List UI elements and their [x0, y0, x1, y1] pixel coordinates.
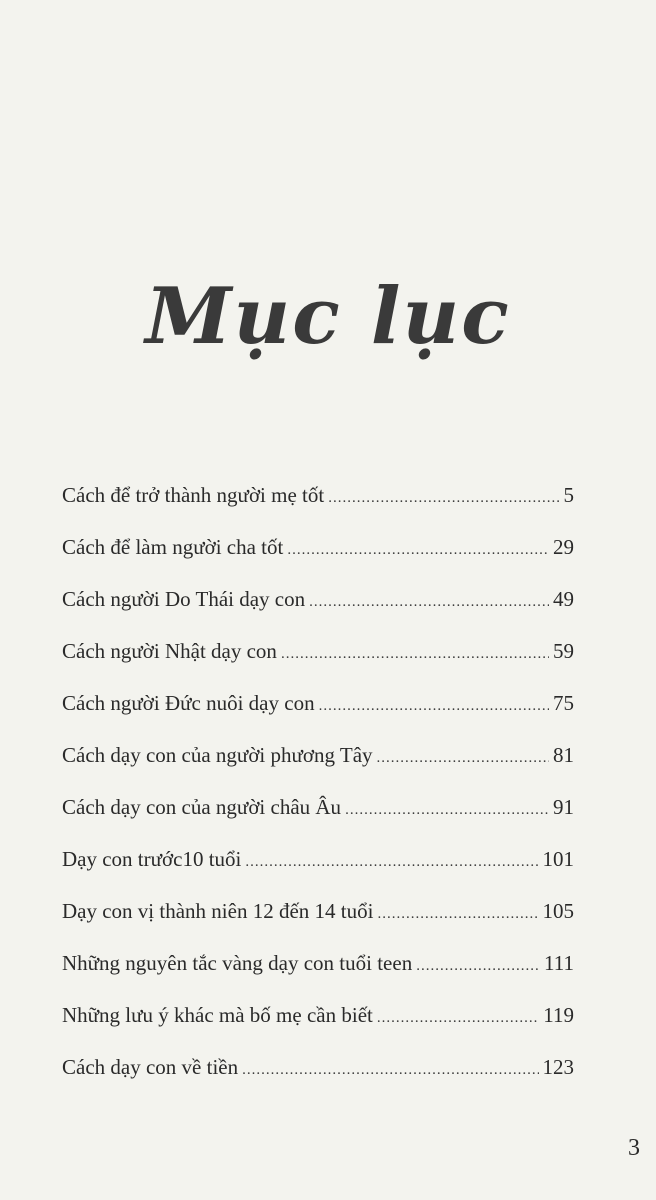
toc-entry-title: Cách người Do Thái dạy con	[62, 587, 306, 611]
toc-entry-page: 29	[553, 535, 574, 559]
table-of-contents	[62, 475, 574, 1099]
toc-entry-page: 49	[553, 587, 574, 611]
toc-entry-title: Dạy con vị thành niên 12 đến 14 tuổi	[62, 899, 374, 923]
toc-entry-title: Cách để trở thành người mẹ tốt	[62, 483, 325, 507]
toc-entry	[62, 995, 574, 1047]
toc-entry-page: 59	[553, 639, 574, 663]
toc-leader-dots	[309, 582, 549, 622]
toc-entry-page: 75	[553, 691, 574, 715]
toc-entry-page: 105	[542, 899, 574, 923]
toc-entry-page: 81	[553, 743, 574, 767]
toc-entry-page: 119	[543, 1003, 574, 1027]
toc-entry-page: 91	[553, 795, 574, 819]
toc-leader-dots	[328, 478, 559, 518]
toc-entry-title: Cách dạy con của người châu Âu	[62, 795, 342, 819]
toc-entry	[62, 891, 574, 943]
toc-entry-title: Cách để làm người cha tốt	[62, 535, 284, 559]
toc-entry	[62, 735, 574, 787]
toc-leader-dots	[377, 894, 538, 934]
toc-leader-dots	[345, 790, 549, 830]
page-number: 3	[628, 1135, 640, 1161]
toc-leader-dots	[319, 686, 549, 726]
page-title: Mục lục	[145, 271, 511, 363]
toc-entry	[62, 683, 574, 735]
toc-entry	[62, 579, 574, 631]
toc-entry	[62, 839, 574, 891]
toc-entry-page: 5	[563, 483, 574, 507]
toc-entry	[62, 631, 574, 683]
toc-entry	[62, 475, 574, 527]
toc-leader-dots	[416, 946, 540, 986]
toc-entry-title: Cách người Đức nuôi dạy con	[62, 691, 315, 715]
toc-entry-title: Cách dạy con về tiền	[62, 1055, 239, 1079]
toc-entry-page: 123	[542, 1055, 574, 1079]
toc-entry-page: 101	[542, 847, 574, 871]
toc-entry-title: Những lưu ý khác mà bố mẹ cần biết	[62, 1003, 373, 1027]
toc-leader-dots	[281, 634, 549, 674]
toc-leader-dots	[377, 998, 539, 1038]
toc-leader-dots	[287, 530, 549, 570]
toc-entry-page: 111	[544, 951, 574, 975]
toc-entry-title: Cách người Nhật dạy con	[62, 639, 277, 663]
toc-entry-title: Dạy con trước10 tuổi	[62, 847, 242, 871]
toc-leader-dots	[377, 738, 549, 778]
toc-entry	[62, 787, 574, 839]
toc-leader-dots	[245, 842, 538, 882]
toc-entry	[62, 943, 574, 995]
toc-entry	[62, 527, 574, 579]
toc-entry-title: Những nguyên tắc vàng dạy con tuổi teen	[62, 951, 413, 975]
toc-entry	[62, 1047, 574, 1099]
toc-leader-dots	[242, 1050, 538, 1090]
toc-entry-title: Cách dạy con của người phương Tây	[62, 743, 373, 767]
